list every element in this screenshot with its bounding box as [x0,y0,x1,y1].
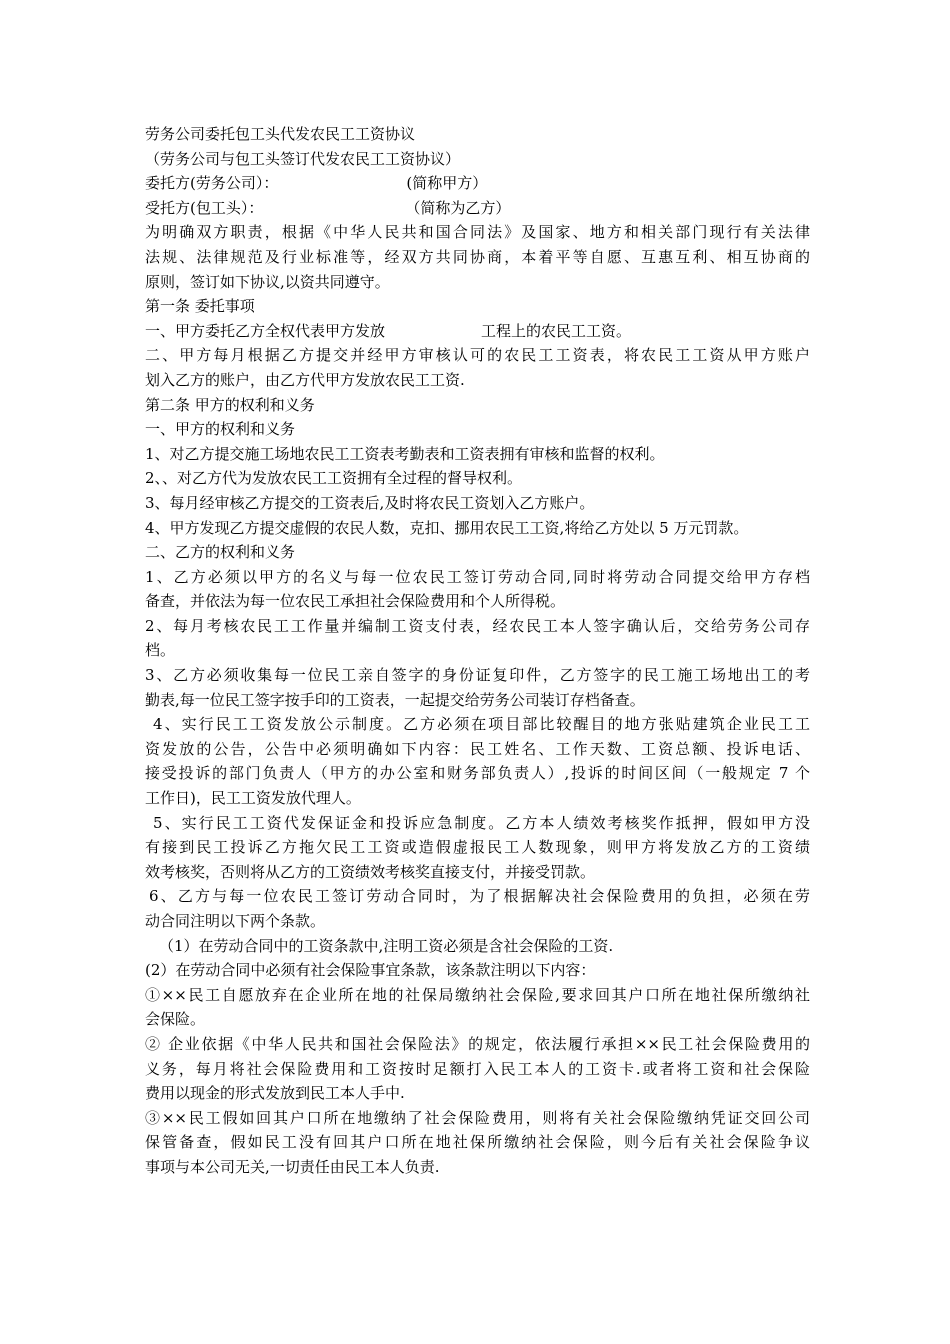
party-a-label: 委托方(劳务公司）： [145,174,279,193]
sub-item-1 [145,983,810,1032]
article1-item2-line: 划入乙方的账户，由乙方代甲方发放农民工工资. [145,370,465,389]
section1-item: 1、对乙方提交施工场地农民工工资表考勤表和工资表拥有审核和监督的权利。 [145,444,665,463]
sub-item-3-line: 保管备查，假如民工没有回其户口所在地社保所缴纳社会保险，则今后有关社会保险争议 [145,1133,810,1152]
article1-item1 [145,319,810,344]
preamble-line: 法规、法律规范及行业标准等，经双方共同协商，本着平等自愿、互惠互利、相互协商的 [145,247,810,266]
article1-item2-line: 二、甲方每月根据乙方提交并经甲方审核认可的农民工工资表，将农民工工资从甲方账户 [145,346,810,365]
section2-item4 [145,712,810,810]
clause-1: （1）在劳动合同中的工资条款中,注明工资必须是含社会保险的工资. [159,936,614,955]
sub-item-1-line: ①××民工自愿放弃在企业所在地的社保局缴纳社会保险,要求回其户口所在地社保所缴纳社 [145,985,810,1004]
party-b-line [145,196,810,221]
party-a-line [145,171,810,196]
preamble-line: 为明确双方职责，根据《中华人民共和国合同法》及国家、地方和相关部门现行有关法律 [145,223,810,242]
agreement-body [145,122,810,1180]
section2-item4-line: 接受投诉的部门负责人（甲方的办公室和财务部负责人）,投诉的时间区间（一般规定 7 个 [145,764,810,783]
article1-heading: 第一条 委托事项 [145,297,255,316]
document-title: 劳务公司委托包工头代发农民工工资协议 [145,125,416,143]
section1-item: 3、每月经审核乙方提交的工资表后,及时将农民工资划入乙方账户。 [145,493,595,512]
sub-item-2-line: ② 企业依据《中华人民共和国社会保险法》的规定，依法履行承担××民工社会保险费用的 [145,1034,810,1053]
party-b-label: 受托方(包工头）： [145,198,264,217]
preamble-paragraph [145,220,810,294]
sub-item-2-line: 费用以现金的形式发放到民工本人手中. [145,1084,405,1103]
section2-item3-line: 勤表,每一位民工签字按手印的工资表，一起提交给劳务公司装订存档备查。 [145,690,645,709]
section2-item1-line: 备查，并依法为每一位农民工承担社会保险费用和个人所得税。 [145,592,566,611]
sub-item-2 [145,1032,810,1106]
section2-item3 [145,663,810,712]
clause-2: (2）在劳动合同中必须有社会保险事宜条款，该条款注明以下内容： [145,961,596,980]
section2-item2-line: 档。 [145,641,176,660]
sub-item-1-line: 会保险。 [145,1010,206,1029]
article2-heading: 第二条 甲方的权利和义务 [145,395,315,414]
document-subtitle: （劳务公司与包工头签订代发农民工工资协议） [145,149,461,168]
section2-item2-line: 2、每月考核农民工工作量并编制工资支付表，经农民工本人签字确认后，交给劳务公司存 [145,616,810,635]
section2-item1-line: 1、乙方必须以甲方的名义与每一位农民工签订劳动合同,同时将劳动合同提交给甲方存档 [145,567,810,586]
section1-heading: 一、甲方的权利和义务 [145,420,296,439]
section2-item6-line: 6、乙方与每一位农民工签订劳动合同时，为了根据解决社会保险费用的负担，必须在劳 [149,887,810,906]
sub-item-3 [145,1106,810,1180]
sub-item-3-line: ③××民工假如回其户口所在地缴纳了社会保险费用，则将有关社会保险缴纳凭证交回公司 [145,1108,810,1127]
section2-item4-line: 4、实行民工工资发放公示制度。乙方必须在项目部比较醒目的地方张贴建筑企业民工工 [153,715,810,734]
article1-item1-start: 一、甲方委托乙方全权代表甲方发放 [145,321,386,340]
section2-item5-line: 5、实行民工工资代发保证金和投诉应急制度。乙方本人绩效考核奖作抵押，假如甲方没 [153,813,810,832]
section2-item4-line: 资发放的公告，公告中必须明确如下内容：民工姓名、工作天数、工资总额、投诉电话、 [145,739,810,758]
sub-item-3-line: 事项与本公司无关,一切责任由民工本人负责. [145,1157,440,1176]
section2-item1 [145,565,810,614]
section1-item: 4、甲方发现乙方提交虚假的农民人数，克扣、挪用农民工工资,将给乙方处以 5 万元罚款。 [145,518,749,537]
section2-item2 [145,614,810,663]
article1-item2 [145,343,810,392]
preamble-line: 原则，签订如下协议,以资共同遵守。 [145,272,390,291]
sub-item-2-line: 义务，每月将社会保险费用和工资按时足额打入民工本人的工资卡.或者将工资和社会保险 [145,1059,810,1078]
section2-item3-line: 3、乙方必须收集每一位民工亲自签字的身份证复印件，乙方签字的民工施工场地出工的考 [145,666,810,685]
section2-heading: 二、乙方的权利和义务 [145,543,296,562]
section1-item: 2、、对乙方代为发放农民工工资拥有全过程的督导权利。 [145,469,523,488]
party-a-short: (简称甲方） [406,174,488,193]
party-b-short: （简称为乙方） [405,198,511,217]
article1-item1-end: 工程上的农民工工资。 [481,321,632,340]
section2-item5 [145,811,810,885]
section2-item6-line: 动合同注明以下两个条款。 [145,912,326,930]
section2-item4-line: 工作日)，民工工资发放代理人。 [145,789,361,808]
section2-item5-line: 效考核奖，否则将从乙方的工资绩效考核奖直接支付，并接受罚款。 [145,862,596,881]
section2-item6 [145,884,810,933]
section2-item5-line: 有接到民工投诉乙方拖欠民工工资或造假虚报民工人数现象，则甲方将发放乙方的工资绩 [145,838,810,857]
